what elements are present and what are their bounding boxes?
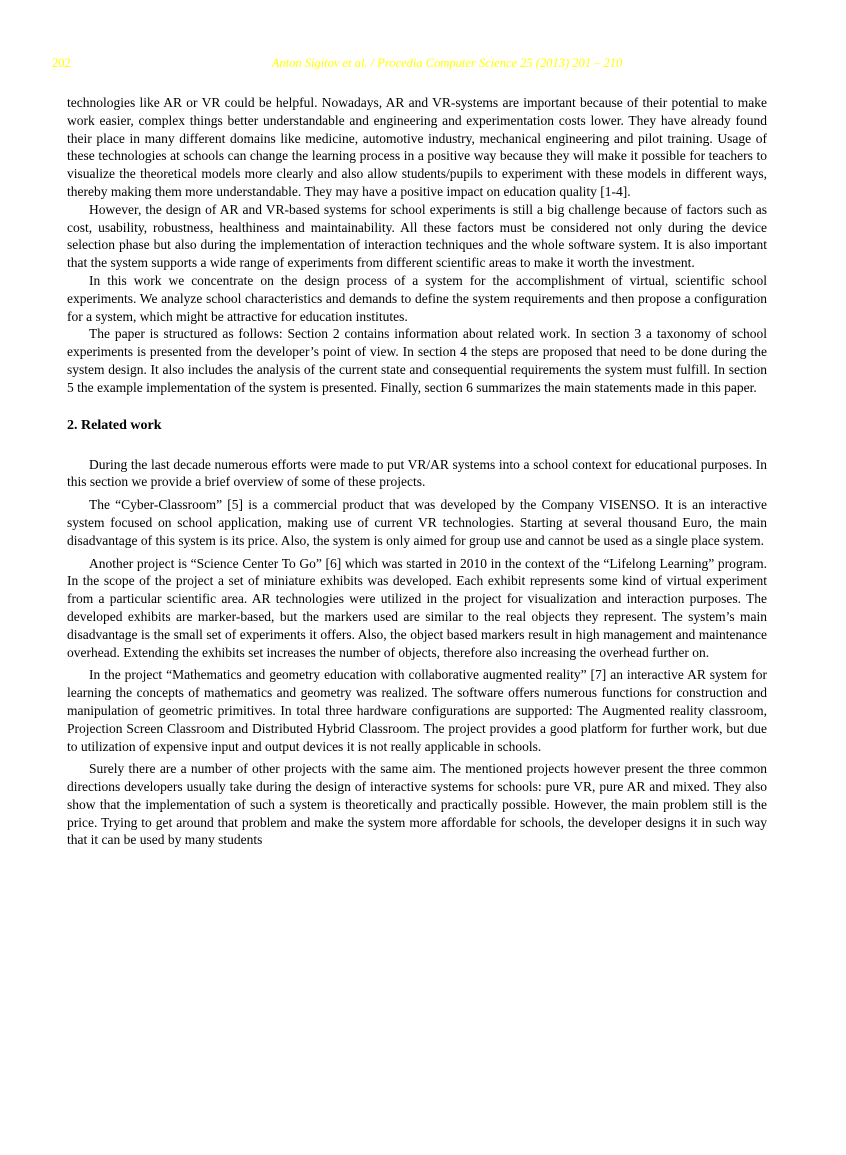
- paragraph: In this work we concentrate on the design process of a system for the accomplishment of virtual, scientific school experiments. We analyze school characteristics and demands to define the system requirements and then propose a configuration for a system, which might be attractive for education institutes.: [67, 272, 767, 324]
- paragraph: technologies like AR or VR could be helpful. Nowadays, AR and VR-systems are important because of their potential to make work easier, complex things better understandable and engineering and experimentation costs lower. They have already found their place in many different domains like medicine, automotive industry, mechanical engineering and pilot training. Usage of these technologies at schools can change the learning process in a positive way because they will make it possible for teachers to visualize the theoretical models more clearly and also allow students/pupils to experiment with these models in different ways, thereby making them more understandable. They may have a positive impact on education quality [1-4].: [67, 95, 767, 199]
- paragraph: In the project “Mathematics and geometry education with collaborative augmented reality” [7] an interactive AR system for learning the concepts of mathematics and geometry was realized. The software offers numerous functions for construction and manipulation of geometric primitives. In total three hardware configurations are supported: The Augmented reality classroom, Projection Screen Classroom and Distributed Hybrid Classroom. The project provides a good platform for further work, but due to utilization of expensive input and output devices it is not really applicable in schools.: [67, 667, 767, 754]
- page-body-text: [67, 94, 767, 854]
- paragraph: The “Cyber-Classroom” [5] is a commercial product that was developed by the Company VISENSO. It is an interactive system focused on school application, making use of current VR technologies. Starting at several thousand Euro, the main disadvantage of this system is its price. Also, the system is only aimed for group use and cannot be used as a single place system.: [67, 497, 767, 548]
- paragraph: However, the design of AR and VR-based systems for school experiments is still a big challenge because of factors such as cost, usability, robustness, healthiness and maintainability. All these factors must be considered not only during the device selection phase but also during the implementation of interaction techniques and the whole software system. It is also important that the system supports a wide range of experiments from different scientific areas to make it worth the investment.: [67, 201, 767, 271]
- paragraph: Another project is “Science Center To Go” [6] which was started in 2010 in the context of the “Lifelong Learning” program. In the scope of the project a set of miniature exhibits was developed. Each exhibit represents some kind of virtual experiment from a particular scientific area. AR technologies were utilized in the project for visualization and interaction purposes. The developed exhibits are marker-based, but the markers used are similar to the real objects they represent. The system’s main disadvantage is the small set of experiments it offers. Also, the object based markers result in high management and maintenance overhead. Extending the exhibits set increases the number of objects, therefore also increasing the overhead further on.: [67, 555, 767, 660]
- running-head-citation: Anton Sigitov et al. / Procedia Computer Science 25 (2013) 201 – 210: [271, 56, 623, 70]
- page-number: 202: [52, 56, 71, 70]
- paragraph: Surely there are a number of other projects with the same aim. The mentioned projects however present the three common directions developers usually take during the design of interactive systems for schools: pure VR, pure AR and mixed. They also show that the implementation of such a system is theoretically and practically possible. However, the main problem still is the price. Trying to get around that problem and make the system more affordable for schools, the developer designs it in such way that it can be used by many students: [67, 761, 767, 848]
- section-heading: 2. Related work: [67, 417, 162, 433]
- paragraph: The paper is structured as follows: Section 2 contains information about related work. In section 3 a taxonomy of school experiments is presented from the developer’s point of view. In section 4 the steps are proposed that need to be done during the system design. It also includes the analysis of the current state and consequential requirements the system must fulfill. In section 5 the example implementation of the system is presented. Finally, section 6 summarizes the main statements made in this paper.: [67, 326, 767, 395]
- paragraph: During the last decade numerous efforts were made to put VR/AR systems into a school context for educational purposes. In this section we provide a brief overview of some of these projects.: [67, 456, 767, 490]
